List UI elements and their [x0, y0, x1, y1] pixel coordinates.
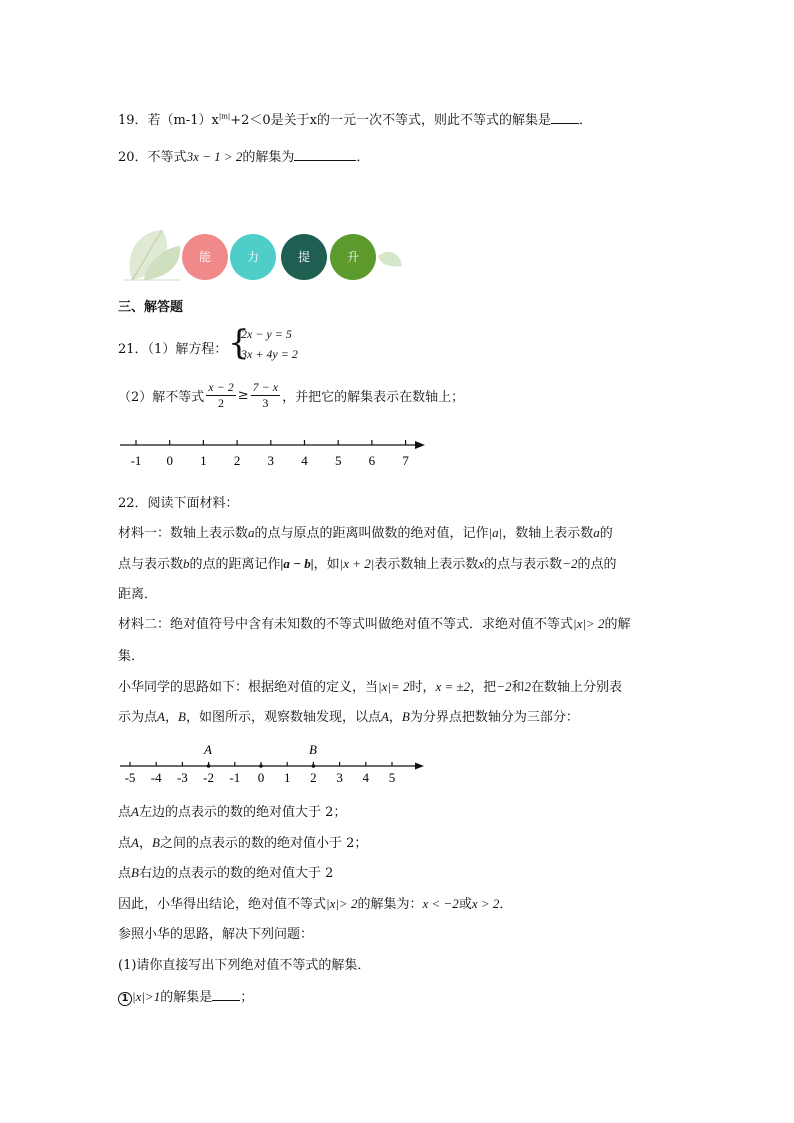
reference-line: 参照小华的思路，解决下列问题：	[118, 927, 314, 942]
var-b: b	[183, 556, 190, 571]
q19-text-a: 若（m-1）x	[147, 113, 219, 128]
banner-circle-3: 提	[281, 234, 327, 280]
question-19	[118, 109, 592, 128]
material-1-line-1	[118, 522, 613, 541]
sub-task-1	[118, 986, 253, 1006]
axis-tick-label: 2	[233, 453, 241, 468]
axis-tick-label: 0	[257, 770, 265, 785]
text: 的	[599, 526, 613, 541]
axis-tick-label: -1	[130, 453, 142, 468]
q19-answer-blank[interactable]	[551, 113, 579, 124]
text: 的点与原点的距离叫做数的绝对值，记作	[254, 526, 489, 541]
fraction-2-denominator: 3	[262, 396, 269, 410]
axis-tick-label: 1	[283, 770, 291, 785]
axis-tick-label: -5	[124, 770, 136, 785]
abs-inequality: |x|>1	[132, 989, 161, 1004]
abs-x-plus-2: |x + 2|	[339, 556, 375, 571]
var-a: a	[593, 525, 600, 540]
abs-inequality: |x|> 2	[573, 616, 605, 631]
q21-part2-text-a: （2）解不等式	[118, 390, 205, 405]
point-b: B	[177, 709, 186, 724]
text: 的解集是	[160, 990, 213, 1005]
solution-right: x > 2	[471, 896, 500, 911]
text: 材料二：绝对值符号中含有未知数的不等式叫做绝对值不等式．求绝对值不等式	[118, 617, 574, 632]
text: 点	[118, 805, 132, 820]
point-a: A	[380, 709, 389, 724]
axis-label-a: A	[204, 742, 212, 757]
axis-tick-label: -4	[150, 770, 162, 785]
text: 的解	[604, 617, 631, 632]
q20-expression: 3x − 1 > 2	[186, 149, 243, 164]
axis-tick-label: 3	[267, 453, 275, 468]
system-equation-2: 3x + 4y = 2	[241, 347, 298, 361]
text: 小华同学的思路如下：根据绝对值的定义，当	[118, 680, 379, 695]
text: ，	[138, 836, 152, 851]
point-b: B	[401, 709, 410, 724]
fraction-1	[206, 380, 235, 411]
banner-circle-2: 力	[230, 234, 276, 280]
axis-label-b: B	[309, 742, 317, 757]
sub-task-1-answer-blank[interactable]	[212, 990, 240, 1001]
axis-tick-label: 7	[402, 453, 409, 468]
q21-part2-text-b: ，并把它的解集表示在数轴上；	[282, 390, 465, 405]
q21-part1-label: 21．（1）解方程：	[118, 342, 228, 357]
text: ．	[499, 897, 513, 912]
text: 示为点	[118, 710, 158, 725]
circled-number-1: 1	[118, 992, 132, 1006]
text: ，	[388, 710, 402, 725]
text: 右边的点表示的数的绝对值大于 2	[138, 866, 334, 881]
axis-tick-label: 5	[334, 453, 342, 468]
q22-intro: 22．阅读下面材料：	[118, 496, 239, 511]
text: 的点的	[577, 557, 617, 572]
var-a: a	[248, 525, 255, 540]
text: 为分界点把数轴分为三部分：	[409, 710, 579, 725]
axis-tick-label: 2	[310, 770, 317, 785]
text: 的解集为：	[357, 897, 423, 912]
neg-two: −2	[496, 679, 512, 694]
abs-a: |a|	[488, 525, 503, 540]
text: ，数轴上表示数	[502, 526, 594, 541]
neg-two: −2	[562, 556, 578, 571]
region-line-2	[118, 832, 367, 851]
q20-text-a: 不等式	[147, 150, 187, 165]
text: 的点与表示数	[484, 557, 563, 572]
text: ；	[240, 990, 254, 1005]
axis-tick-label: 4	[362, 770, 370, 785]
axis-tick-label: 6	[368, 453, 376, 468]
conclusion-line	[118, 893, 512, 912]
fraction-1-numerator: x − 2	[208, 380, 234, 394]
axis-tick-label: 3	[336, 770, 343, 785]
material-2-line-1	[118, 613, 630, 632]
text: 点与表示数	[118, 557, 184, 572]
material-1-line-3: 距离．	[118, 587, 158, 602]
axis-point	[259, 764, 263, 768]
banner-circle-1: 能	[182, 234, 228, 280]
material-2-line-2: 集．	[118, 649, 145, 664]
fraction-2-numerator: 7 − x	[252, 380, 279, 394]
xiaohua-line-2	[118, 706, 579, 725]
material-1-line-2	[118, 553, 616, 572]
text: 点	[118, 866, 132, 881]
region-line-3	[118, 862, 333, 881]
number-line-1	[118, 436, 438, 472]
text: 在数轴上分别表	[530, 680, 622, 695]
point-a: A	[131, 835, 139, 850]
region-line-1	[118, 801, 346, 820]
q20-answer-blank[interactable]	[294, 150, 356, 161]
axis-tick-label: -3	[176, 770, 188, 785]
xiaohua-line-1	[118, 676, 622, 695]
point-b: B	[131, 865, 139, 880]
axis-point	[207, 764, 211, 768]
text: 点	[118, 836, 132, 851]
q19-end: ．	[579, 113, 593, 128]
axis-tick-label: 1	[200, 453, 207, 468]
task-1: (1)请你直接写出下列绝对值不等式的解集．	[118, 958, 371, 973]
text: 之间的点表示的数的绝对值小于 2；	[159, 836, 368, 851]
q19-superscript: |m|	[218, 112, 231, 121]
abs-inequality: |x|> 2	[326, 896, 358, 911]
system-equation-1: 2x − y = 5	[241, 327, 292, 341]
abs-equation: |x|= 2	[378, 679, 410, 694]
q21-part2	[118, 380, 464, 411]
abs-a-minus-b: |a − b|	[280, 556, 314, 571]
two: 2	[524, 679, 531, 694]
number-line-2	[118, 740, 438, 786]
var-x: x	[478, 556, 485, 571]
axis-tick-label: 0	[166, 453, 173, 468]
text: 材料一：数轴上表示数	[118, 526, 249, 541]
fraction-2	[251, 380, 280, 411]
system-brace: {	[228, 323, 250, 363]
solution-left: x < −2	[422, 896, 459, 911]
point-b: B	[151, 835, 160, 850]
axis-point	[312, 764, 316, 768]
q19-text-b: +2＜0是关于x的一元一次不等式，则此不等式的解集是	[230, 113, 552, 128]
text: ，	[164, 710, 178, 725]
point-a: A	[157, 709, 165, 724]
text: 的点的距离记作	[189, 557, 281, 572]
axis-tick-label: 4	[301, 453, 308, 468]
q20-end: ．	[356, 150, 370, 165]
text: 表示数轴上表示数	[374, 557, 479, 572]
section-title: 三、解答题	[118, 300, 184, 315]
axis-tick-label: 5	[388, 770, 396, 785]
axis-tick-label: -1	[229, 770, 241, 785]
x-equation: x = ±2	[435, 679, 471, 694]
fraction-1-denominator: 2	[218, 396, 224, 410]
text: ，如	[313, 557, 340, 572]
text: ，如图所示，观察数轴发现，以点	[185, 710, 381, 725]
text: 时，	[409, 680, 436, 695]
point-a: A	[131, 804, 139, 819]
q20-number: 20．	[118, 150, 148, 165]
axis-tick-label: -2	[203, 770, 215, 785]
text: 因此，小华得出结论，绝对值不等式	[118, 897, 327, 912]
text: 和	[511, 680, 525, 695]
banner-circle-4: 升	[330, 234, 376, 280]
question-20	[118, 146, 369, 165]
text: 或	[458, 897, 472, 912]
ge-sign: ≥	[237, 388, 249, 403]
text: 左边的点表示的数的绝对值大于 2；	[138, 805, 347, 820]
q19-number: 19．	[118, 113, 148, 128]
text: ，把	[470, 680, 497, 695]
q20-text-b: 的解集为	[242, 150, 295, 165]
